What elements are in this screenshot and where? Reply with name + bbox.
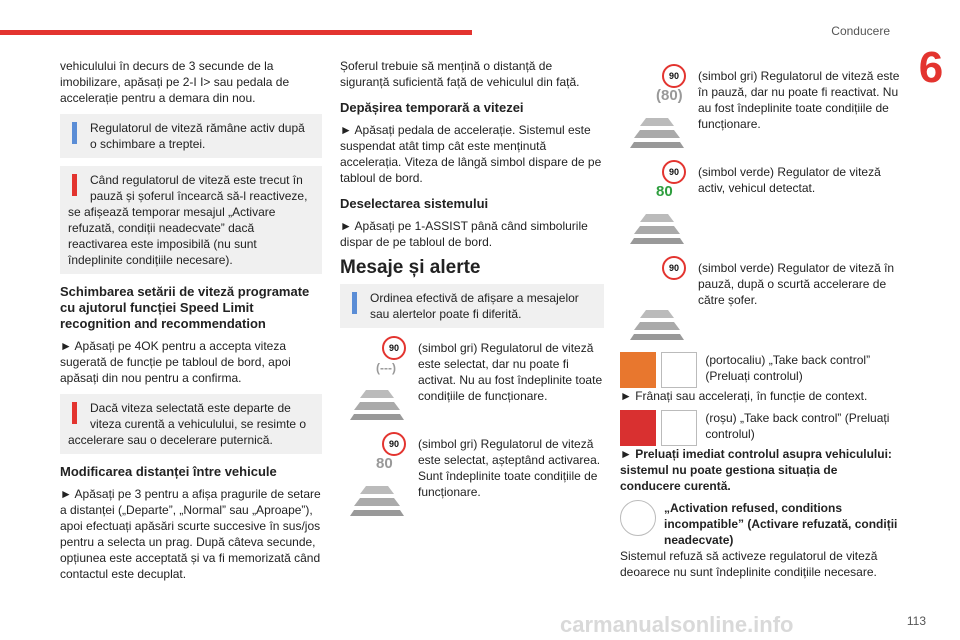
road-icon [630,210,684,244]
warning-triangle-icon [620,410,656,446]
speed-value: (---) [376,361,396,375]
paragraph-override: ► Apăsați pedala de accelerație. Sistemul este suspendat atât timp cât este menținută accelerația. Viteza de lângă simbol dispare de pe tabloul de bord. [340,123,602,185]
speed-limit-badge: 90 [662,256,686,280]
info-note-text: Regulatorul de viteză rămâne activ după o schimbare a treptei. [90,121,305,151]
symbol-row [620,256,900,346]
alert-orange [620,352,900,404]
info-note-2-text: Ordinea efectivă de afișare a mesajelor sau alertelor poate fi diferită. [370,291,579,321]
symbol-description: (simbol gri) Regulatorul de viteză este selectat, dar nu poate fi activat. Nu au fost îndeplinite toate condițiile de funcționare. [418,341,603,403]
paragraph-deselect: ► Apăsați pe 1-ASSIST până când simbolurile dispar de pe tabloul de bord. [340,219,588,249]
symbol-row [620,64,900,154]
speaker-icon [661,352,697,388]
symbol-row [620,160,900,250]
heading-speed-limit: Schimbarea setării de viteză programate cu ajutorul funcției Speed Limit recognition and recommendation [60,284,310,331]
warning-note-2 [60,394,322,454]
watermark: carmanualsonline.info [560,612,794,637]
speed-limit-badge: 90 [382,336,406,360]
warning-note [60,166,322,274]
symbol-row [340,336,604,426]
speed-value: 80 [376,455,393,472]
speed-limit-badge: 90 [382,432,406,456]
info-icon [72,122,77,144]
warning-note-text-b: se afișează temporar mesajul „Activare refuzată, condiții neadecvate” dacă reactivarea este imposibilă (nu sunt îndeplinite condițiile necesare). [68,205,276,267]
alert-refused-text: „Activation refused, conditions incompatible” (Activare refuzată, condiții neadecvate) [664,501,898,547]
column-3 [620,58,900,586]
speed-limit-badge: 90 [662,160,686,184]
page-number: 113 [906,614,926,628]
heading-messages: Mesaje și alerte [340,257,481,278]
warning-note-2-text-b: accelerare sau o decelerare puternică. [68,433,273,447]
paragraph-distance: ► Apăsați pe 3 pentru a afișa pragurile de setare a distanței („Departe”, „Normal” sau „Aproape”), apoi efectuați apăsări scurte succesive în sus/jos pentru a selecta un prag. După câteva secunde, opțiunea este acceptată și va fi memorizată când contactul este decuplat. [60,487,321,581]
warning-note-2-text-a: Dacă viteza selectată este departe de viteza curentă a vehiculului, se resimte o [90,401,307,431]
warning-note-text-a: Când regulatorul de viteză este trecut în pauză și șoferul încearcă să-l reactiveze, [90,173,308,203]
cruise-symbol-green [620,160,690,250]
heading-deselect: Deselectarea sistemului [340,196,489,211]
intro-paragraph-2: Șoferul trebuie să mențină o distanță de siguranță suficientă față de vehiculul din față. [340,59,580,89]
speed-limit-badge: 90 [662,64,686,88]
road-icon [630,306,684,340]
info-circle-icon [620,500,656,536]
alert-red-text: (roșu) „Take back control” (Preluați controlul) [705,411,890,441]
info-note-2 [340,284,604,328]
heading-override: Depășirea temporară a vitezei [340,100,524,115]
symbol-description: (simbol gri) Regulatorul de viteză este în pauză, dar nu poate fi reactivat. Nu au fost îndeplinite toate condițiile de funcționare. [698,69,900,131]
section-title: Conducere [831,24,890,38]
speaker-icon [661,410,697,446]
info-note [60,114,322,158]
column-2 [340,58,604,528]
alert-red [620,410,900,494]
symbol-description: (simbol verde) Regulator de viteză activ, vehicul detectat. [698,165,881,195]
speed-value: (80) [656,87,683,104]
cruise-symbol-grey [340,336,410,426]
paragraph-speed-limit: ► Apăsați pe 4OK pentru a accepta viteza sugerată de funcție pe tabloul de bord, apoi apăsați din nou pentru a confirma. [60,339,291,385]
warning-icon [72,402,77,424]
road-icon [630,114,684,148]
alert-orange-action: ► Frânați sau accelerați, în funcție de context. [620,389,868,403]
info-icon [352,292,357,314]
road-icon [350,482,404,516]
warning-icon [72,174,77,196]
cruise-symbol-green-paused [620,256,690,346]
chapter-number: 6 [902,36,960,100]
intro-paragraph: vehiculului în decurs de 3 secunde de la imobilizare, apăsați pe 2-I I> sau pedala de accelerație pentru a demara din nou. [60,59,290,105]
symbol-description: (simbol verde) Regulator de viteză în pauză, după o scurtă accelerare de către șofer. [698,261,895,307]
warning-triangle-icon [620,352,656,388]
road-icon [350,386,404,420]
cruise-symbol-grey-ready [340,432,410,522]
alert-refused [620,500,900,580]
alert-refused-action: Sistemul refuză să activeze regulatorul de viteză deoarece nu sunt îndeplinite condițiile necesare. [620,549,878,579]
symbol-description: (simbol gri) Regulatorul de viteză este selectat, așteptând activarea. Sunt îndeplinite toate condițiile de funcționare. [418,437,601,499]
alert-orange-text: (portocaliu) „Take back control” (Preluați controlul) [705,353,871,383]
alert-red-action: ► Preluați imediat controlul asupra vehiculului: sistemul nu poate gestiona situația de conducere curentă. [620,447,892,493]
cruise-symbol-grey-paused [620,64,690,154]
header-accent-bar [0,30,472,35]
speed-value: 80 [656,183,673,200]
heading-distance: Modificarea distanței între vehicule [60,464,277,479]
column-1 [60,58,322,588]
symbol-row [340,432,604,522]
